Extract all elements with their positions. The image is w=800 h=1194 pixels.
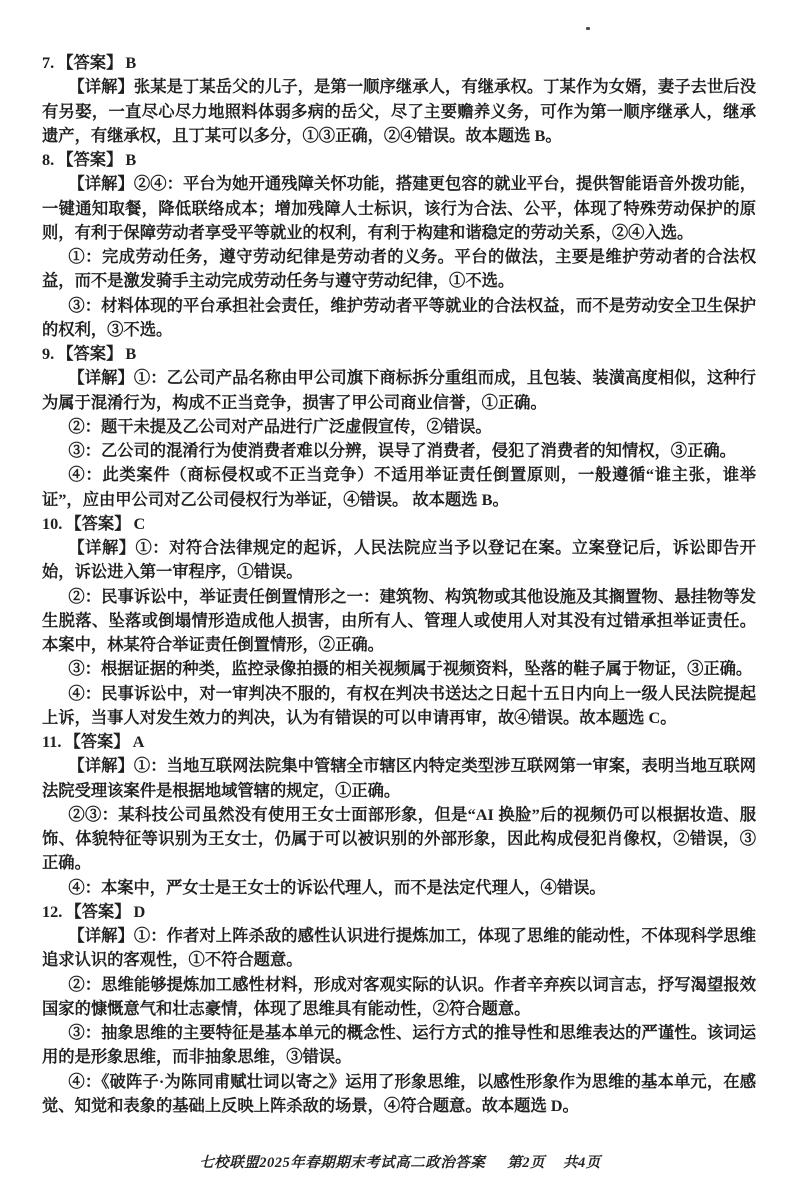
answer-letter: C: [133, 513, 146, 533]
answer-line: [42, 51, 756, 75]
question-7-block: [42, 51, 756, 148]
explanation-paragraph: ③：材料体现的平台承担社会责任，维护劳动者平等就业的合法权益，而不是劳动安全卫生保护的权利，③不选。: [42, 295, 756, 339]
explanation-paragraph: 【详解】①：乙公司产品名称由甲公司旗下商标拆分重组而成，且包装、装潢高度相似，这种行为属于混淆行为，构成不正当竞争，损害了甲公司商业信誉，①正确。: [42, 368, 756, 412]
explanation-paragraph: ②：题干未提及乙公司对产品进行广泛虚假宣传，②错误。: [68, 416, 492, 436]
question-number: 9.: [42, 344, 55, 363]
explanation-paragraph: ②③：某科技公司虽然没有使用王女士面部形象，但是“AI 换脸”后的视频仍可以根据妆造、服饰、体貌特征等识别为王女士，仍属于可以被识别的外部形象，因此构成侵犯肖像权，②错误，③正确。: [42, 804, 756, 873]
answers-content: [42, 51, 756, 1118]
answer-line: [42, 730, 756, 754]
answer-letter: A: [132, 732, 145, 751]
explanation-paragraph: 【详解】张某是丁某岳父的儿子，是第一顺序继承人，有继承权。丁某作为女婿，妻子去世后没有另娶，一直尽心尽力地照料体弱多病的岳父，尽了主要赡养义务，可作为第一顺序继承人，继承遗产，有继承权，且丁某可以多分，①③正确，②④错误。故本题选 B。: [42, 77, 756, 145]
question-number: 10.: [42, 513, 63, 533]
explanation-paragraph: 【详解】①：对符合法律规定的起诉，人民法院应当予以登记在案。立案登记后，诉讼即告开始，诉讼进入第一审程序，①错误。: [42, 538, 756, 582]
explanation-paragraph: ④：《破阵子·为陈同甫赋壮词以寄之》运用了形象思维，以感性形象作为思维的基本单元，在感觉、知觉和表象的基础上反映上阵杀敌的场景，④符合题意。故本题选 D。: [42, 1071, 756, 1115]
explanation-paragraph: 【详解】②④：平台为她开通残障关怀功能，搭建更包容的就业平台，提供智能语音外拨功能，一键通知取餐，降低联络成本；增加残障人士标识，该行为合法、公平，体现了特殊劳动保护的原则，有利于保障劳动者享受平等就业的权利，有利于构建和谐稳定的劳动关系，②④入选。: [42, 174, 756, 242]
question-number: 7.: [42, 53, 55, 72]
answer-label: 【答案】: [64, 732, 130, 751]
answer-letter: B: [125, 344, 137, 363]
explanation-paragraph: ③：抽象思维的主要特征是基本单元的概念性、运行方式的推导性和思维表达的严谨性。该词运用的是形象思维，而非抽象思维，③错误。: [42, 1023, 756, 1067]
question-number: 11.: [42, 732, 62, 751]
question-number: 12.: [42, 901, 63, 921]
scan-artifact-dot: [586, 27, 590, 30]
explanation-paragraph: 【详解】①：作者对上阵杀敌的感性认识进行提炼加工，体现了思维的能动性，不体现科学思维追求认识的客观性，①不符合题意。: [42, 926, 756, 970]
answer-letter: D: [133, 901, 146, 921]
answer-letter: B: [125, 150, 137, 169]
explanation-paragraph: ②：民事诉讼中，举证责任倒置情形之一：建筑物、构筑物或其他设施及其搁置物、悬挂物等发生脱落、坠落或倒塌情形造成他人损害，由所有人、管理人或使用人对其没有过错承担举证责任。本案中，林某符合举证责任倒置情形，②正确。: [42, 586, 756, 654]
question-10-block: [42, 512, 756, 730]
answer-line: [42, 900, 756, 924]
answer-label: 【答案】: [65, 901, 131, 921]
question-12-block: [42, 900, 756, 1118]
explanation-paragraph: ④：民事诉讼中，对一审判决不服的，有权在判决书送达之日起十五日内向上一级人民法院提起上诉，当事人对发生效力的判决，认为有错误的可以申请再审，故④错误。故本题选 C。: [42, 683, 756, 727]
page-footer: [0, 1151, 800, 1172]
answer-line: [42, 512, 756, 536]
footer-page-number: 第2页: [507, 1155, 545, 1171]
question-number: 8.: [42, 150, 55, 169]
question-8-block: [42, 148, 756, 342]
explanation-paragraph: ①：完成劳动任务，遵守劳动纪律是劳动者的义务。平台的做法，主要是维护劳动者的合法权益，而不是激发骑手主动完成劳动任务与遵守劳动纪律，①不选。: [42, 247, 756, 291]
answer-label: 【答案】: [57, 53, 123, 72]
answer-label: 【答案】: [57, 150, 123, 169]
explanation-paragraph: 【详解】①：当地互联网法院集中管辖全市辖区内特定类型涉互联网第一审案，表明当地互联网法院受理该案件是根据地域管辖的规定，①正确。: [42, 756, 756, 800]
answer-label: 【答案】: [65, 513, 131, 533]
answer-letter: B: [125, 53, 137, 72]
footer-exam-title: 七校联盟2025年春期期末考试高二政治答案: [199, 1155, 486, 1171]
explanation-paragraph: ③：乙公司的混淆行为使消费者难以分辨，误导了消费者，侵犯了消费者的知情权，③正确。: [68, 441, 736, 460]
explanation-paragraph: ④：此类案件（商标侵权或不正当竞争）不适用举证责任倒置原则，一般遵循“谁主张，谁举证”，应由甲公司对乙公司侵权行为举证，④错误。 故本题选 B。: [42, 465, 756, 509]
explanation-paragraph: ③：根据证据的种类，监控录像拍摄的相关视频属于视频资料，坠落的鞋子属于物证，③正确。: [68, 659, 753, 679]
answer-line: [42, 148, 756, 172]
question-11-block: [42, 730, 756, 900]
explanation-paragraph: ④：本案中，严女士是王女士的诉讼代理人，而不是法定代理人，④错误。: [68, 877, 606, 897]
answer-label: 【答案】: [57, 344, 123, 363]
answer-line: [42, 342, 756, 366]
explanation-paragraph: ②：思维能够提炼加工感性材料，形成对客观实际的认识。作者辛弃疾以词言志，抒写渴望报效国家的慷慨意气和壮志豪情，体现了思维具有能动性，②符合题意。: [42, 974, 756, 1018]
question-9-block: [42, 342, 756, 512]
footer-page-total: 共4页: [563, 1155, 601, 1171]
